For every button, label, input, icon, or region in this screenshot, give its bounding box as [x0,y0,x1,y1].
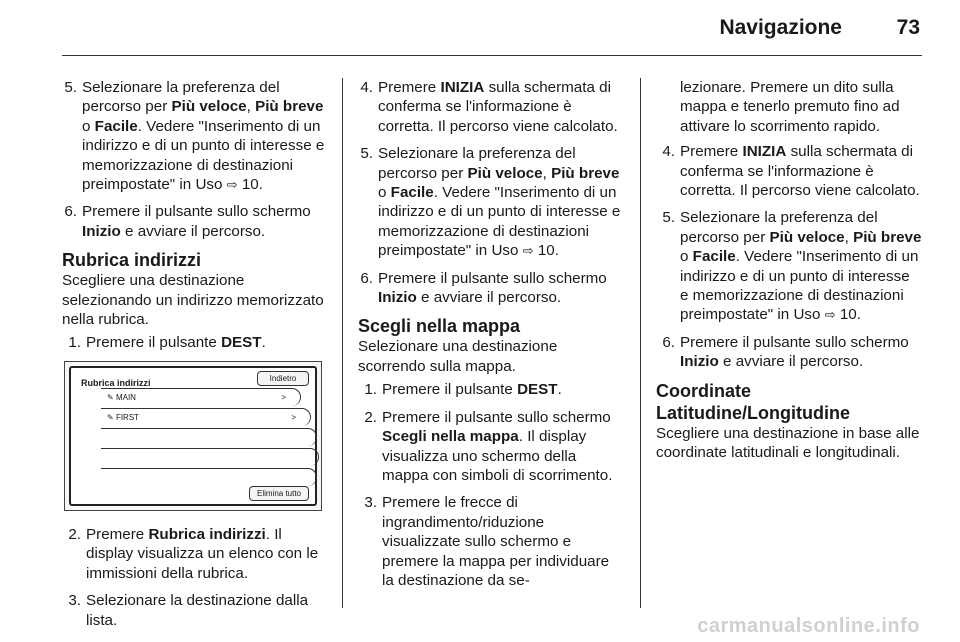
list-item: 5. Selezionare la preferenza del percorso per Più veloce, Più breve o Facile. Vedere "Inserimento di un indirizzo e di un punto di interesse e memorizzazione di destinazioni preimpostate" in Uso ⇨ 10. [662,209,922,324]
column-divider-2 [640,78,641,608]
list-item: 2. Premere il pulsante sullo schermo Scegli nella mappa. Il display visualizza uno schermo della mappa con simboli di scorrimento. [364,408,613,484]
list-item: 4. Premere INIZIA sulla schermata di conferma se l'informazione è corretta. Il percorso viene calcolato. [360,79,618,135]
list-item: 1. Premere il pulsante DEST. [68,334,266,352]
back-button: Indietro [257,371,309,386]
column-1 [62,78,328,638]
list-item: 6. Premere il pulsante sullo schermo Inizio e avviare il percorso. [64,203,311,240]
page-ref-arrow-icon: ⇨ [824,307,836,323]
page-ref-arrow-icon: ⇨ [226,177,238,193]
list-item: 3. Premere le frecce di ingrandimento/riduzione visualizzate sullo schermo e premere la mappa per individuare la destinazione da se- [364,494,610,589]
empty-entry [101,428,317,446]
delete-all-button: Elimina tutto [249,486,309,501]
section-heading: Rubrica indirizzi [62,250,202,271]
address-book-screen-image [64,361,322,511]
page-number: 73 [896,16,920,39]
page-title: Navigazione [719,16,842,39]
list-item: 1. Premere il pulsante DEST. [364,381,562,399]
header-divider [62,55,922,56]
list-item-continued: lezionare. Premere un dito sulla mappa e tenerlo premuto fino ad attivare lo scorrimento rapido. [680,79,900,135]
section-intro: Scegliere una destinazione in base alle coordinate latitudinali e longitudinali. [656,424,920,462]
screen-title: Rubrica indirizzi [81,377,151,388]
section-intro: Selezionare una destinazione scorrendo sulla mappa. [358,338,558,375]
empty-entry [101,448,319,466]
list-item: 2. Premere Rubrica indirizzi. Il display visualizza un elenco con le immissioni della rubrica. [68,525,319,582]
address-entry-main: ✎ MAIN > [101,388,301,406]
list-item: 3. Selezionare la destinazione dalla lista. [68,592,309,629]
list-item: 6. Premere il pulsante sullo schermo Inizio e avviare il percorso. [360,269,607,307]
address-entry-first: ✎ FIRST > [101,408,311,426]
page-ref-arrow-icon: ⇨ [522,243,534,259]
list-item: 6. Premere il pulsante sullo schermo Inizio e avviare il percorso. [662,333,909,371]
pin-icon: ✎ [107,392,114,402]
column-divider-1 [342,78,343,608]
pin-icon: ✎ [107,412,114,422]
column-3 [656,78,922,467]
list-item: 4. Premere INIZIA sulla schermata di conferma se l'informazione è corretta. Il percorso viene calcolato. [662,143,920,200]
section-heading: Scegli nella mappa [358,316,521,337]
empty-entry [101,468,317,486]
chevron-right-icon: > [291,412,296,422]
section-intro: Scegliere una destinazione selezionando un indirizzo memorizzato nella rubrica. [62,272,324,329]
column-2 [358,78,624,598]
chevron-right-icon: > [281,392,286,402]
list-item: 5. Selezionare la preferenza del percorso per Più veloce, Più breve o Facile. Vedere "Inserimento di un indirizzo e di un punto di interesse e memorizzazione di destinazioni preimpostate" in Uso ⇨ 10. [64,79,325,194]
watermark: carmanualsonline.info [697,614,920,637]
list-item: 5. Selezionare la preferenza del percorso per Più veloce, Più breve o Facile. Vedere "Inserimento di un indirizzo e di un punto di interesse e memorizzazione di destinazioni preimpostate" in Uso ⇨ 10. [360,145,621,260]
section-heading: Coordinate Latitudine/Longitudine [656,380,850,423]
